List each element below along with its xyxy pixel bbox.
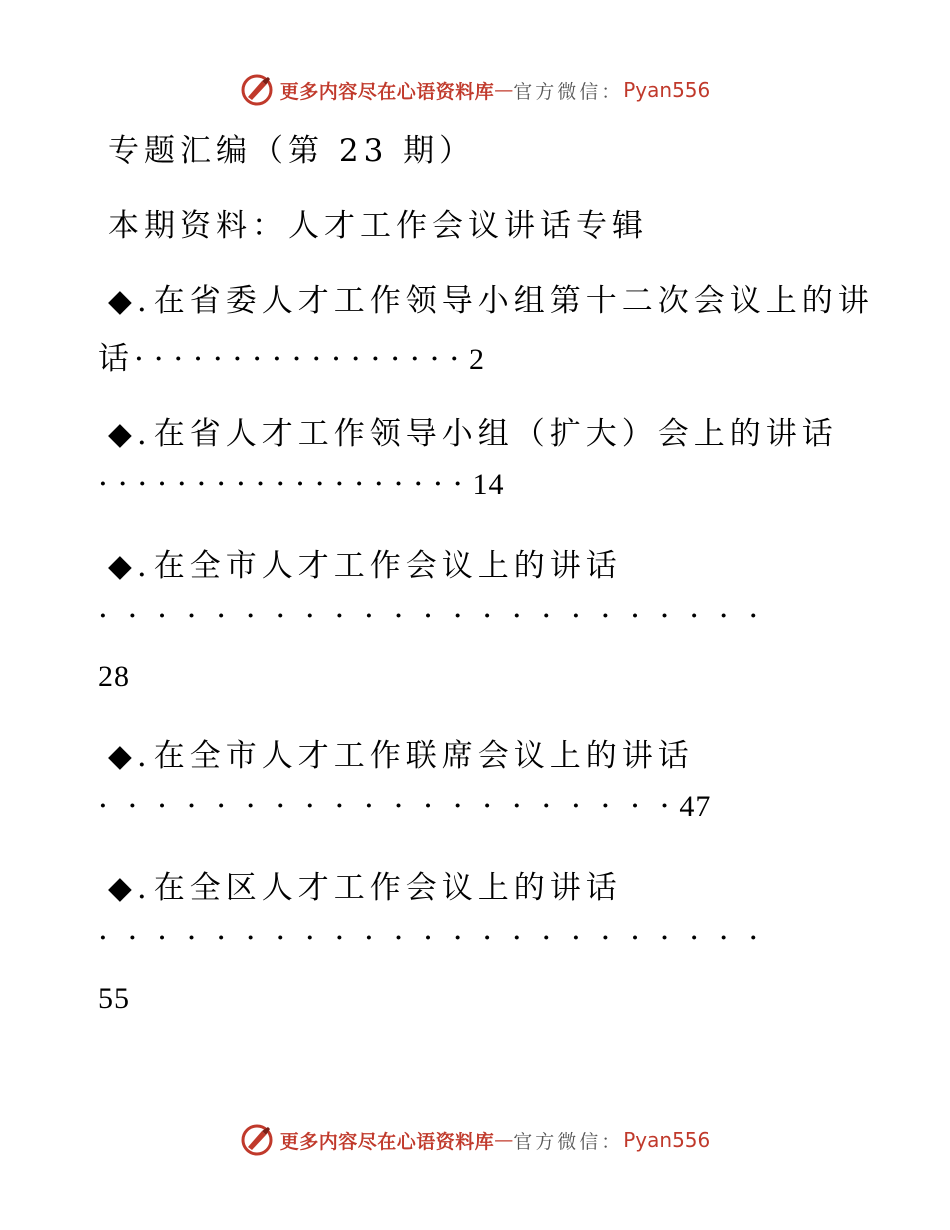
toc-page-number: 28 bbox=[98, 660, 130, 693]
toc-entry-5-page bbox=[98, 980, 130, 1016]
document-title: 专题汇编（第 23 期） bbox=[108, 133, 476, 169]
toc-entry-title: 在全区人才工作会议上的讲话 bbox=[153, 870, 622, 906]
watermark-dash: — bbox=[494, 1129, 514, 1151]
toc-entry-title: 在全市人才工作联席会议上的讲话 bbox=[153, 738, 694, 774]
toc-entry-4-line2: · · · · · · · · · · · · · · · · · · · · 47 bbox=[98, 788, 712, 824]
toc-page-number: 55 bbox=[98, 982, 130, 1015]
watermark-brand: 更多内容尽在心语资料库 bbox=[279, 80, 495, 103]
toc-page-number: 14 bbox=[472, 468, 505, 501]
toc-page-number: 47 bbox=[679, 790, 712, 823]
toc-entry-title: 在省委人才工作领导小组第十二次会议上的讲 bbox=[153, 283, 874, 319]
watermark-brand: 更多内容尽在心语资料库 bbox=[279, 1130, 495, 1153]
bullet-diamond-icon: ◆. bbox=[108, 738, 152, 774]
header-watermark bbox=[0, 70, 950, 110]
bullet-diamond-icon: ◆. bbox=[108, 416, 152, 452]
document-subtitle: 本期资料：人才工作会议讲话专辑 bbox=[108, 208, 648, 244]
toc-entry-2-line2: · · · · · · · · · · · · · · · · · · · 14 bbox=[98, 466, 505, 502]
watermark-id: Pyan556 bbox=[623, 1128, 711, 1152]
watermark-label: 官方微信： bbox=[513, 80, 624, 103]
toc-entry-4 bbox=[108, 730, 694, 775]
brand-logo-icon bbox=[240, 73, 274, 107]
toc-leader-dots: · · · · · · · · · · · · · · · · · · · · · · · bbox=[98, 598, 759, 634]
bullet-diamond-icon: ◆. bbox=[108, 283, 152, 319]
toc-leader-dots: · · · · · · · · · · · · · · · · · · · · · · · bbox=[98, 920, 759, 956]
toc-page-number: 2 bbox=[469, 343, 486, 376]
toc-entry-title: 在全市人才工作会议上的讲话 bbox=[153, 548, 622, 584]
toc-entry-1-line2: 话· · · · · · · · · · · · · · · · · 2 bbox=[98, 341, 486, 377]
footer-watermark bbox=[0, 1120, 950, 1160]
bullet-diamond-icon: ◆. bbox=[108, 870, 152, 906]
bullet-diamond-icon: ◆. bbox=[108, 548, 152, 584]
toc-entry-title: 在省人才工作领导小组（扩大）会上的讲话 bbox=[153, 416, 838, 452]
toc-entry-3-page bbox=[98, 658, 130, 694]
toc-entry-title-cont: 话 bbox=[98, 341, 134, 377]
toc-entry-1 bbox=[108, 275, 874, 320]
watermark-dash: — bbox=[494, 79, 514, 101]
watermark-id: Pyan556 bbox=[623, 78, 711, 102]
brand-logo-icon bbox=[240, 1123, 274, 1157]
watermark-label: 官方微信： bbox=[513, 1130, 624, 1153]
toc-entry-2 bbox=[108, 408, 838, 453]
toc-entry-5 bbox=[108, 862, 622, 907]
toc-entry-3 bbox=[108, 540, 622, 585]
